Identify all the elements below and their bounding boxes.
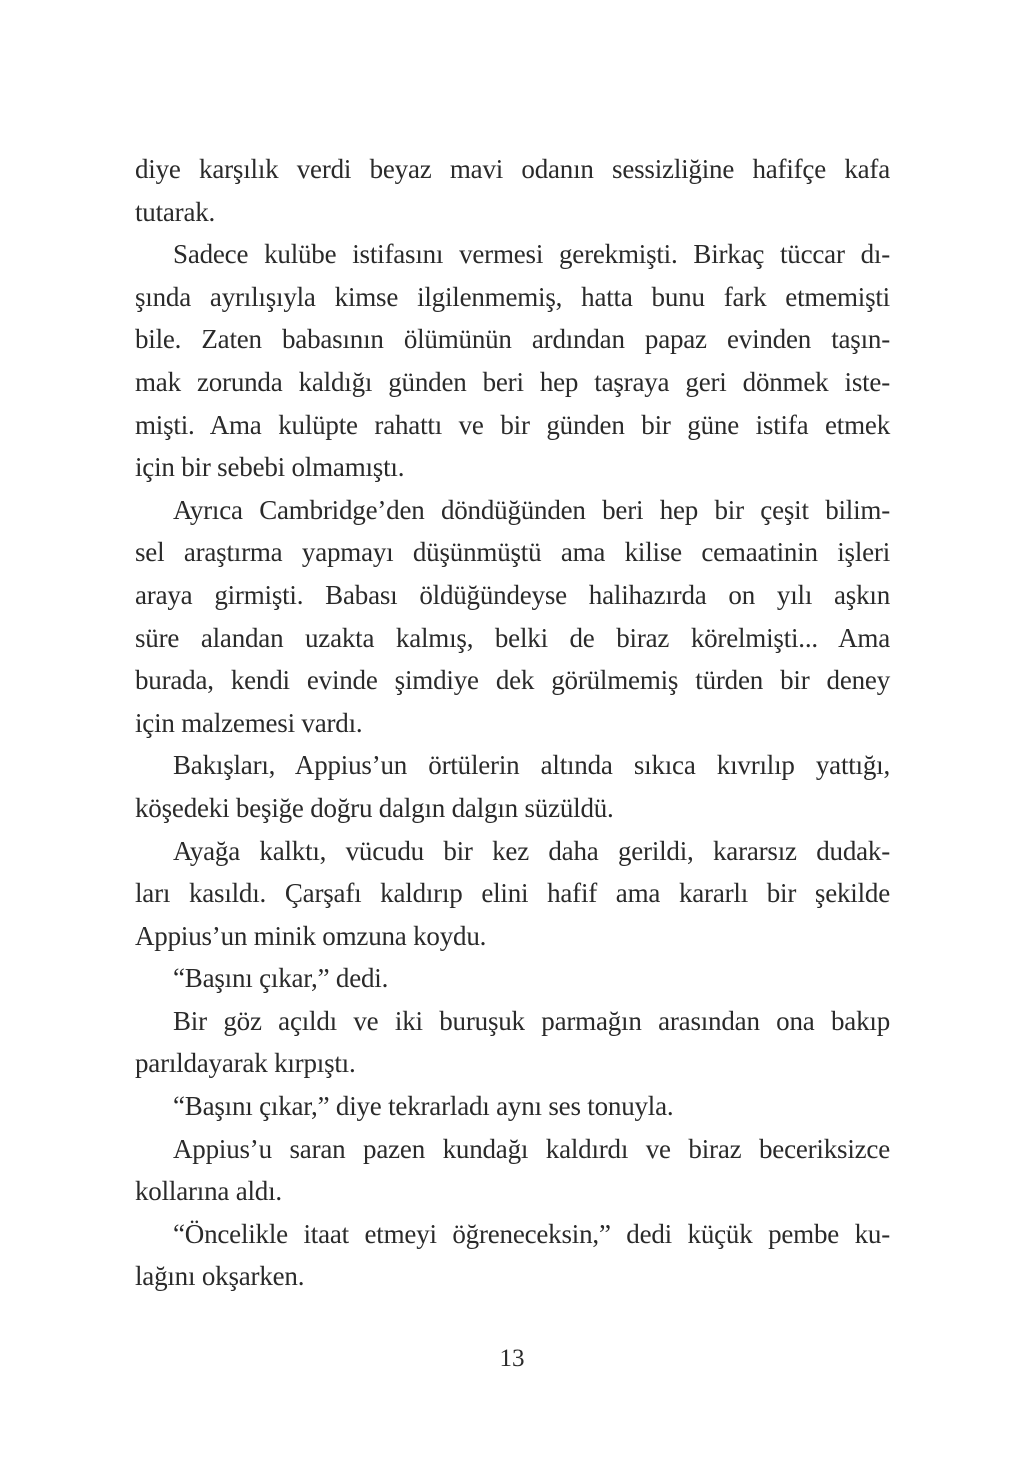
text-line: diye karşılık verdi beyaz mavi odanın sessizliğine hafifçe kafa [135,154,890,184]
text-line: Appius’u saran pazen kundağı kaldırdı ve biraz beceriksizce [173,1133,890,1164]
text-line: mişti. Ama kulüpte rahattı ve bir günden bir güne istifa etmek [135,409,890,440]
text-line: bile. Zaten babasının ölümünün ardından papaz evinden taşın- [135,324,890,355]
paragraph [135,1000,890,1085]
text-line: Sadece kulübe istifasını vermesi gerekmişti. Birkaç tüccar dı- [173,239,890,270]
paragraph [135,233,890,489]
text-line: “Öncelikle itaat etmeyi öğreneceksin,” dedi küçük pembe ku- [173,1218,890,1249]
paragraph [135,489,890,745]
body-text [135,148,890,1298]
text-line: Ayağa kalktı, vücudu bir kez daha gerildi, kararsız dudak- [173,835,890,866]
text-line: parıldayarak kırpıştı. [135,1048,356,1079]
text-line: burada, kendi evinde şimdiye dek görülmemiş türden bir deney [135,665,890,696]
paragraph [135,957,890,1000]
text-line: “Başını çıkar,” diye tekrarladı aynı ses tonuyla. [173,1091,674,1122]
text-line: ları kasıldı. Çarşafı kaldırıp elini hafif ama kararlı bir şekilde [135,878,890,909]
paragraph [135,1128,890,1213]
text-line: için bir sebebi olmamıştı. [135,452,405,483]
paragraph [135,830,890,958]
page-number: 13 [499,1345,525,1372]
text-line: Bakışları, Appius’un örtülerin altında sıkıca kıvrılıp yattığı, [173,750,890,781]
text-line: araya girmişti. Babası öldüğündeyse halihazırda on yılı aşkın [135,579,890,610]
text-line: Bir göz açıldı ve iki buruşuk parmağın arasından ona bakıp [173,1005,890,1036]
text-line: süre alandan uzakta kalmış, belki de biraz körelmişti... Ama [135,622,890,653]
text-line: kollarına aldı. [135,1176,282,1207]
text-line: köşedeki beşiğe doğru dalgın dalgın süzüldü. [135,792,614,823]
text-line: için malzemesi vardı. [135,707,363,738]
text-line: Ayrıca Cambridge’den döndüğünden beri hep bir çeşit bilim- [173,494,890,525]
paragraph [135,1213,890,1298]
paragraph [135,744,890,829]
paragraph [135,1085,890,1128]
text-line: sel araştırma yapmayı düşünmüştü ama kilise cemaatinin işleri [135,537,890,568]
text-line: “Başını çıkar,” dedi. [173,963,389,994]
text-line: mak zorunda kaldığı günden beri hep taşraya geri dönmek iste- [135,366,890,397]
paragraph [135,148,890,233]
text-line: lağını okşarken. [135,1261,305,1292]
text-line: tutarak. [135,196,216,227]
text-line: Appius’un minik omzuna koydu. [135,920,487,951]
text-line: şında ayrılışıyla kimse ilgilenmemiş, hatta bunu fark etmemişti [135,281,890,312]
